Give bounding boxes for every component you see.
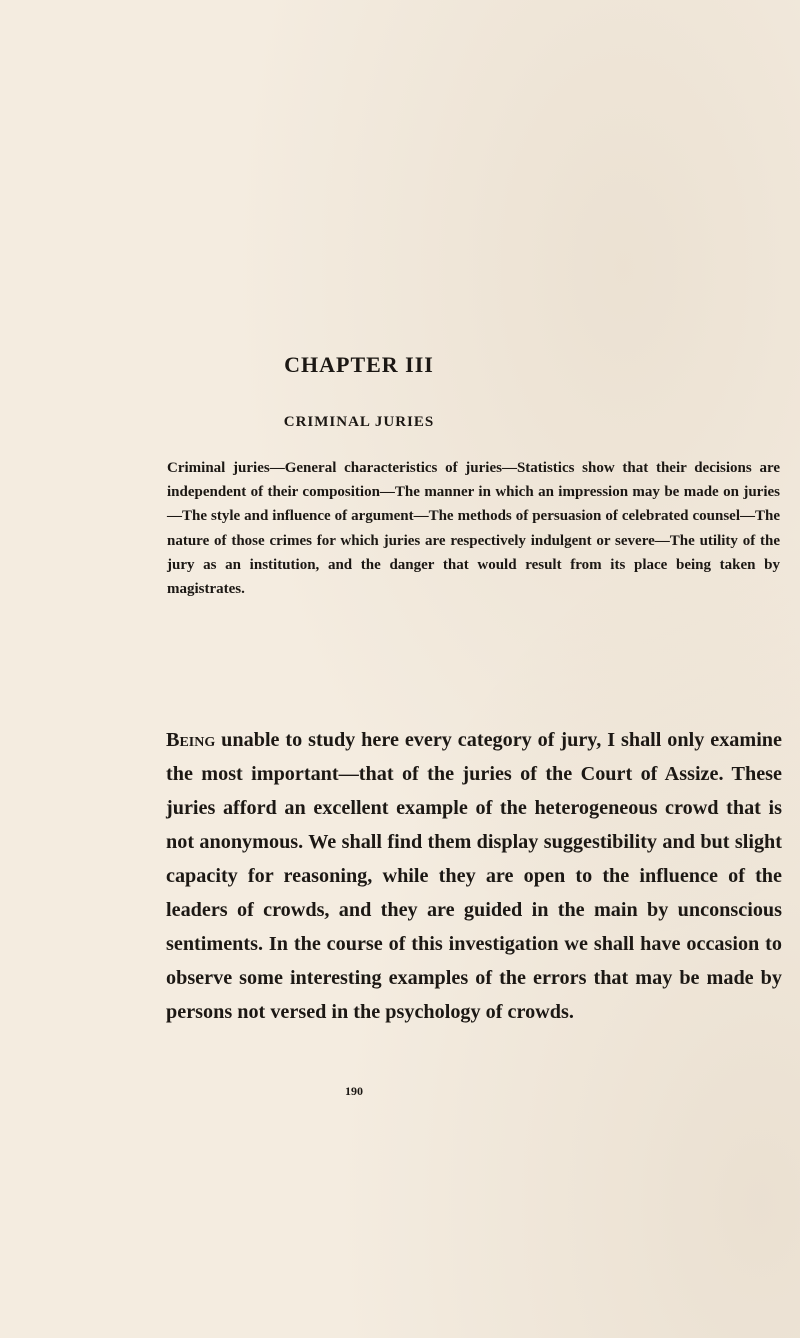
chapter-synopsis: Criminal juries—General characteristics of juries—Statistics show that their decisions are independent of their composition—The manner in which an impression may be made on juries—The style and influence of argument—The methods of persuasion of celebrated counsel—The nature of those crimes for which juries are respectively indulgent or severe—The utility of the jury as an institution, and the danger that would result from its place being taken by magistrates. <box>167 460 780 598</box>
lead-word: Being <box>166 729 216 751</box>
paragraph-text: unable to study here every category of jury, I shall only examine the most important—that of the juries of the Court of Assize. These juries afford an excellent example of the heterogeneous crowd that is not anonymous. We shall find them display suggestibility and but slight capacity for reasoning, while they are open to the influence of the leaders of crowds, and they are guided in the main by unconscious sentiments. In the course of this investigation we shall have occasion to observe some interesting examples of the errors that may be made by persons not versed in the psychology of crowds. <box>166 729 782 1023</box>
page-number: 190 <box>345 1084 363 1098</box>
body-paragraph <box>166 723 782 1029</box>
chapter-title: CHAPTER III <box>284 352 434 377</box>
chapter-subtitle: CRIMINAL JURIES <box>283 414 435 430</box>
